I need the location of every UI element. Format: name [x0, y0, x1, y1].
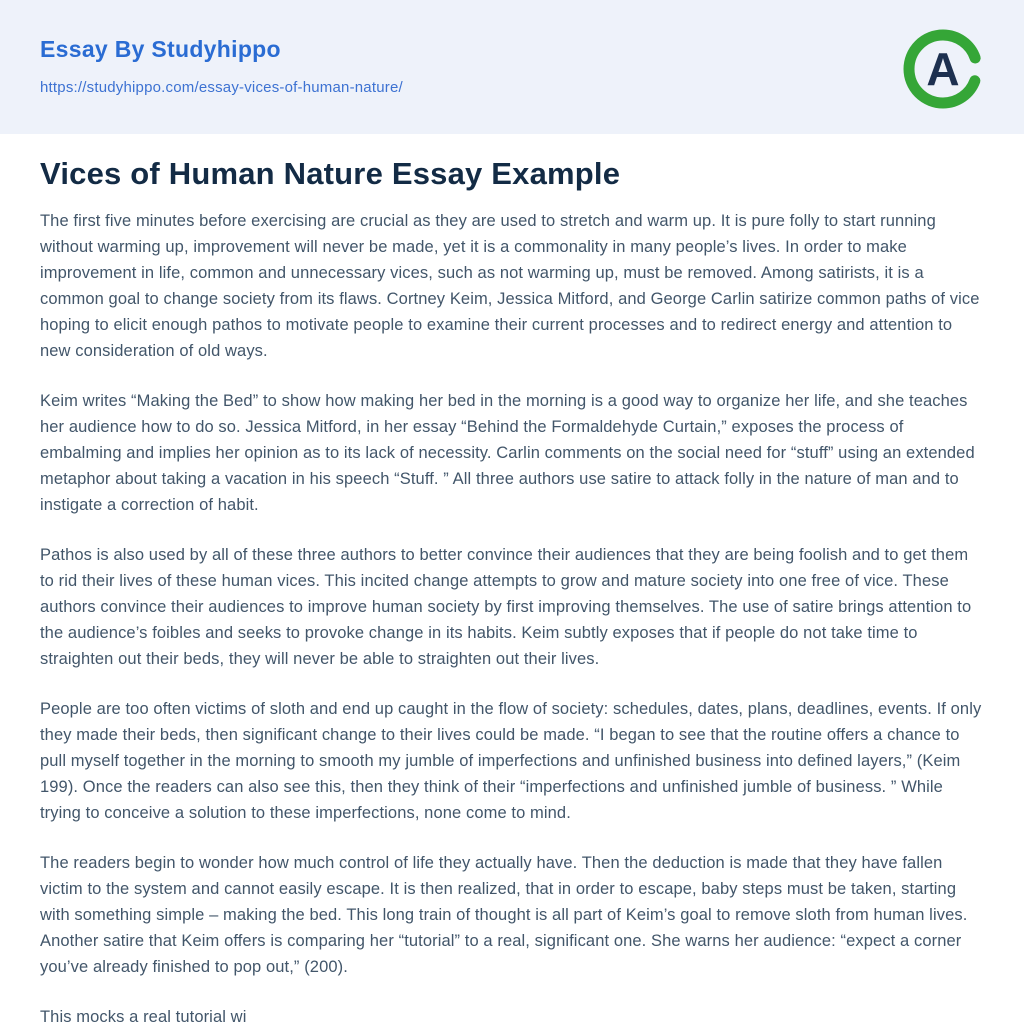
- essay-paragraph-4: People are too often victims of sloth and end up caught in the flow of society: schedules, dates, plans, deadlines, events. If only they made their beds, then significant change to their lives could be made. “I began to see that the routine offers a chance to pull myself together in the morning to smooth my jumble of imperfections and unfinished business into defined layers,” (Keim 199). Once the readers can also see this, then they think of their “imperfections and unfinished jumble of business. ” While trying to conceive a solution to these imperfections, none come to mind.: [40, 700, 982, 822]
- essay-paragraph-5: The readers begin to wonder how much control of life they actually have. Then the deduction is made that they have fallen victim to the system and cannot easily escape. It is then realized, that in order to escape, baby steps must be taken, starting with something simple – making the bed. This long train of thought is all part of Keim’s goal to remove sloth from human lives. Another satire that Keim offers is comparing her “tutorial” to a real, significant one. She warns her audience: “expect a corner you’ve already finished to pop out,” (200).: [40, 854, 968, 976]
- header-text-block: [40, 28, 403, 96]
- source-url-link[interactable]: https://studyhippo.com/essay-vices-of-human-nature/: [40, 79, 403, 96]
- essay-content: [0, 156, 1024, 1030]
- studyhippo-logo: [902, 28, 984, 110]
- essay-paragraph-3: Pathos is also used by all of these three authors to better convince their audiences that they are being foolish and to get them to rid their lives of these human vices. This incited change attempts to grow and mature society into one free of vice. These authors convince their audiences to improve human society by first improving themselves. The use of satire brings attention to the audience’s foibles and seeks to provoke change in its habits. Keim subtly exposes that if people do not take time to straighten out their beds, they will never be able to straighten out their lives.: [40, 546, 972, 668]
- page-header: [0, 0, 1024, 134]
- essay-paragraph-1: The first five minutes before exercising are crucial as they are used to stretch and warm up. It is pure folly to start running without warming up, improvement will never be made, yet it is a commonality in many people’s lives. In order to make improvement in life, common and unnecessary vices, such as not warming up, must be removed. Among satirists, it is a common goal to change society from its flaws. Cortney Keim, Jessica Mitford, and George Carlin satirize common paths of vice hoping to elicit enough pathos to motivate people to examine their current processes and to redirect energy and attention to new consideration of old ways.: [40, 212, 980, 360]
- logo-letter: A: [926, 43, 960, 95]
- studyhippo-logo-icon: [902, 28, 984, 110]
- essay-paragraph-6: This mocks a real tutorial wi: [40, 1008, 247, 1026]
- essay-paragraph-2: Keim writes “Making the Bed” to show how making her bed in the morning is a good way to organize her life, and she teaches her audience how to do so. Jessica Mitford, in her essay “Behind the Formaldehyde Curtain,” exposes the process of embalming and implies her opinion as to its lack of necessity. Carlin comments on the social need for “stuff” using an extended metaphor about taking a vacation in his speech “Stuff. ” All three authors use satire to attack folly in the nature of man and to instigate a correction of habit.: [40, 392, 975, 514]
- site-title: Essay By Studyhippo: [40, 36, 281, 62]
- essay-title: Vices of Human Nature Essay Example: [40, 156, 621, 191]
